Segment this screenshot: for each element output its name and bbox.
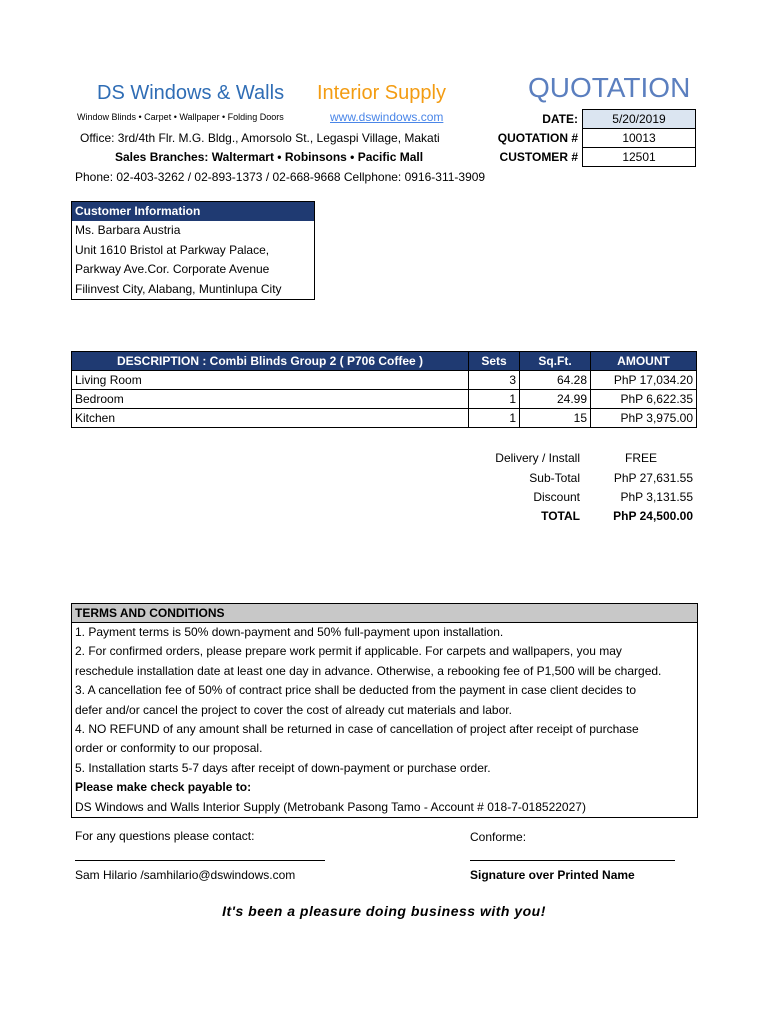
item-sqft: 15	[520, 409, 591, 428]
terms-line: 1. Payment terms is 50% down-payment and 50% full-payment upon installation.	[75, 625, 504, 639]
customer-number-value: 12501	[582, 147, 696, 167]
terms-line: 5. Installation starts 5-7 days after receipt of down-payment or purchase order.	[75, 760, 491, 775]
terms-line: defer and/or cancel the project to cover the cost of already cut materials and labor.	[75, 702, 512, 717]
table-row	[72, 390, 697, 409]
amount-header: AMOUNT	[591, 352, 697, 371]
item-description: Kitchen	[72, 409, 469, 428]
payable-value: DS Windows and Walls Interior Supply (Metrobank Pasong Tamo - Account # 018-7-018522027)	[75, 799, 586, 814]
signature-label: Signature over Printed Name	[470, 868, 635, 882]
customer-line: Parkway Ave.Cor. Corporate Avenue	[75, 262, 270, 276]
sets-header: Sets	[469, 352, 520, 371]
item-description: Living Room	[72, 371, 469, 390]
tagline: Window Blinds • Carpet • Wallpaper • Folding Doors	[77, 112, 284, 122]
quotation-title: QUOTATION	[528, 72, 691, 103]
customer-line: Unit 1610 Bristol at Parkway Palace,	[75, 242, 270, 257]
item-sqft: 64.28	[520, 371, 591, 390]
customer-number-label: CUSTOMER #	[499, 150, 578, 164]
subtotal-label: Sub-Total	[529, 471, 580, 485]
customer-line: Ms. Barbara Austria	[75, 223, 181, 237]
date-value: 5/20/2019	[582, 109, 696, 129]
company-name-suffix: Interior Supply	[317, 82, 446, 104]
item-sets: 1	[469, 390, 520, 409]
customer-line: Filinvest City, Alabang, Muntinlupa City	[75, 281, 282, 296]
terms-box	[71, 603, 698, 818]
table-row	[72, 371, 697, 390]
delivery-label: Delivery / Install	[495, 451, 580, 465]
total-value: PhP 24,500.00	[613, 509, 693, 523]
item-amount: PhP 6,622.35	[591, 390, 697, 409]
discount-label: Discount	[533, 490, 580, 504]
sales-branches: Sales Branches: Waltermart • Robinsons • Pacific Mall	[115, 150, 424, 164]
contact-signature-line	[75, 860, 325, 861]
company-name: DS Windows & Walls	[97, 82, 285, 104]
customer-info-box	[71, 201, 315, 300]
delivery-value: FREE	[625, 451, 658, 465]
subtotal-value: PhP 27,631.55	[613, 471, 693, 485]
item-sqft: 24.99	[520, 390, 591, 409]
terms-line: 3. A cancellation fee of 50% of contract price shall be deducted from the payment in case client decides to	[75, 683, 636, 698]
conforme-label: Conforme:	[470, 830, 527, 844]
item-sets: 3	[469, 371, 520, 390]
quotation-number-label: QUOTATION #	[497, 131, 578, 145]
terms-line: reschedule installation date at least one day in advance. Otherwise, a rebooking fee of P1,500 will be charged.	[75, 663, 662, 678]
customer-info-header: Customer Information	[72, 202, 314, 221]
item-sets: 1	[469, 409, 520, 428]
phone-numbers: Phone: 02-403-3262 / 02-893-1373 / 02-668-9668 Cellphone: 0916-311-3909	[75, 170, 486, 184]
sqft-header: Sq.Ft.	[520, 352, 591, 371]
terms-header: TERMS AND CONDITIONS	[72, 604, 697, 623]
item-description: Bedroom	[72, 390, 469, 409]
office-address: Office: 3rd/4th Flr. M.G. Bldg., Amorsolo St., Legaspi Village, Makati	[80, 131, 440, 145]
table-header-row	[72, 352, 697, 371]
conforme-signature-line	[470, 860, 675, 861]
terms-line: 4. NO REFUND of any amount shall be returned in case of cancellation of project after receipt of purchase	[75, 721, 639, 736]
items-table	[71, 351, 697, 428]
item-amount: PhP 17,034.20	[591, 371, 697, 390]
contact-person: Sam Hilario /samhilario@dswindows.com	[75, 868, 296, 882]
terms-line: order or conformity to our proposal.	[75, 741, 263, 756]
quotation-number-value: 10013	[582, 128, 696, 148]
discount-value: PhP 3,131.55	[620, 490, 693, 504]
total-label: TOTAL	[541, 509, 580, 523]
date-label: DATE:	[542, 112, 578, 126]
payable-label: Please make check payable to:	[75, 780, 252, 795]
terms-line: 2. For confirmed orders, please prepare work permit if applicable. For carpets and wallpapers, you may	[75, 644, 622, 659]
description-header: DESCRIPTION : Combi Blinds Group 2 ( P706 Coffee )	[72, 352, 469, 371]
contact-label: For any questions please contact:	[75, 829, 255, 843]
closing-message: It's been a pleasure doing business with you!	[222, 903, 546, 919]
table-row	[72, 409, 697, 428]
website-link[interactable]: www.dswindows.com	[330, 110, 444, 124]
item-amount: PhP 3,975.00	[591, 409, 697, 428]
